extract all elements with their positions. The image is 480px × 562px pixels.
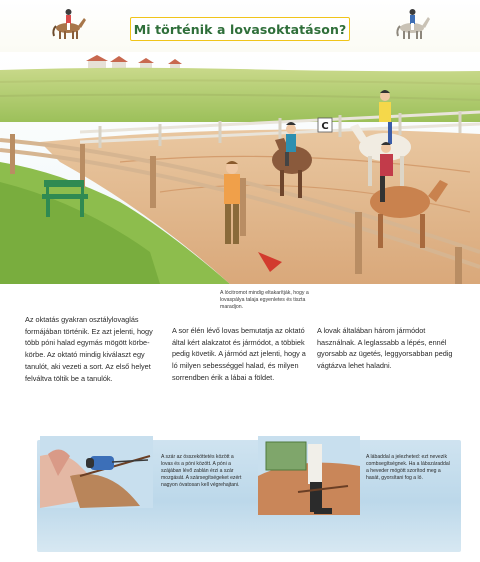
arena-letter-sign [318,118,332,132]
page-title-box [130,17,350,41]
leg-aid-illustration [258,436,360,515]
paragraph-gaits-intro: A sor élén lévő lovas bemutatja az oktató által kért alakzatot és jármódot, a többiek pedig követik. A jármód azt jelenti, hogy a ló milyen sebességgel halad, és milyen sorrendben érik a lábai a földet. [172,326,306,382]
caption-fence-cleaning: A lócitromot mindig eltakarítják, hogy a lovaspálya talaja egyenletes és tiszta maradjon. [220,290,309,310]
caption-reins-aid: A szár az összeköttetés között a lovas és a póni között. A póni a szájában lévő zablán érzi a szár mozgását. A szársegítségeket ezért nagyon óvatosan kell végrehajtani. [161,454,242,489]
paragraph-group-lesson: Az oktatás gyakran osztálylovaglás formájában történik. Ez azt jelenti, hogy több póni halad egymás mögött körbe-körbe. Az oktató mindig kiválaszt egy tanulót, aki vezeti a sort. Az első helyet felváltva töltik be a tanulók. [25,315,153,383]
arena-letter: C [321,121,329,132]
reins-hand-illustration [40,436,153,508]
riding-arena-illustration [0,52,480,284]
paragraph-three-gaits: A lovak általában három jármódot használnak. A leglassabb a lépés, ennél gyorsabb az ügetés, leggyorsabban pedig vágtázva lehet haladni. [317,326,453,371]
rider-on-horse-icon [48,6,88,40]
rider-on-horse-icon [392,6,432,40]
caption-leg-aid: A lábaddal a jelezheted: ezt nevezik combsegítségnek. Ha a lábszáraddal a heveder mögött szorítod meg a hasát, gyorsítani fog a ló. [366,454,450,482]
page-title: Mi történik a lovasoktatáson? [133,21,347,37]
